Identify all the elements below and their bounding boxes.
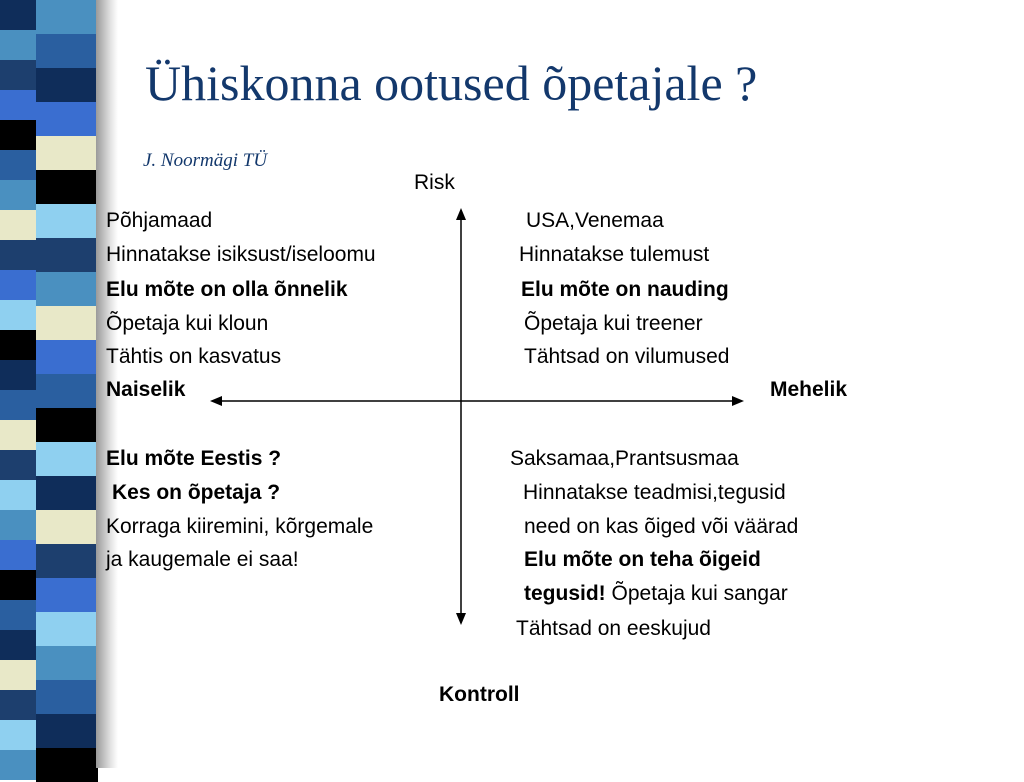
axis-label-mehelik: Mehelik (770, 378, 848, 401)
slide-title: Ühiskonna ootused õpetajale ? (145, 55, 758, 111)
axis-label-risk: Risk (414, 171, 455, 194)
bottom-right-bold-word: tegusid! (524, 582, 606, 605)
bottom-right-line-rest: Õpetaja kui sangar (605, 582, 788, 605)
bottom-right-line (524, 583, 788, 604)
top-left-line: Elu mõte on olla õnnelik (106, 278, 348, 301)
bottom-right-line: Saksamaa,Prantsusmaa (510, 447, 739, 470)
bottom-left-line: Kes on õpetaja ? (112, 481, 281, 504)
vertical-axis-arrow (456, 208, 466, 625)
bottom-right-line: need on kas õiged või väärad (524, 515, 799, 538)
axis-label-kontroll: Kontroll (439, 683, 520, 706)
top-right-line: Õpetaja kui treener (524, 312, 703, 335)
bottom-left-line: Korraga kiiremini, kõrgemale (106, 515, 374, 538)
top-right-line: USA,Venemaa (526, 209, 664, 232)
top-left-line: Hinnatakse isiksust/iseloomu (106, 243, 376, 266)
top-right-line: Tähtsad on vilumused (524, 345, 730, 368)
horizontal-axis-arrow (210, 396, 744, 406)
bottom-right-line: Elu mõte on teha õigeid (524, 548, 761, 571)
axis-label-naiselik: Naiselik (106, 378, 186, 401)
bottom-left-line: Elu mõte Eestis ? (106, 447, 282, 470)
top-left-line: Õpetaja kui kloun (106, 312, 269, 335)
top-left-line: Tähtis on kasvatus (106, 345, 282, 368)
bottom-right-line: Tähtsad on eeskujud (516, 617, 711, 640)
bottom-right-line: Hinnatakse teadmisi,tegusid (523, 481, 786, 504)
top-left-line: Põhjamaad (106, 209, 213, 232)
slide-author: J. Noormägi TÜ (143, 150, 268, 171)
top-right-line: Hinnatakse tulemust (519, 243, 710, 266)
top-right-line: Elu mõte on nauding (521, 278, 729, 301)
bottom-left-line: ja kaugemale ei saa! (106, 548, 299, 571)
